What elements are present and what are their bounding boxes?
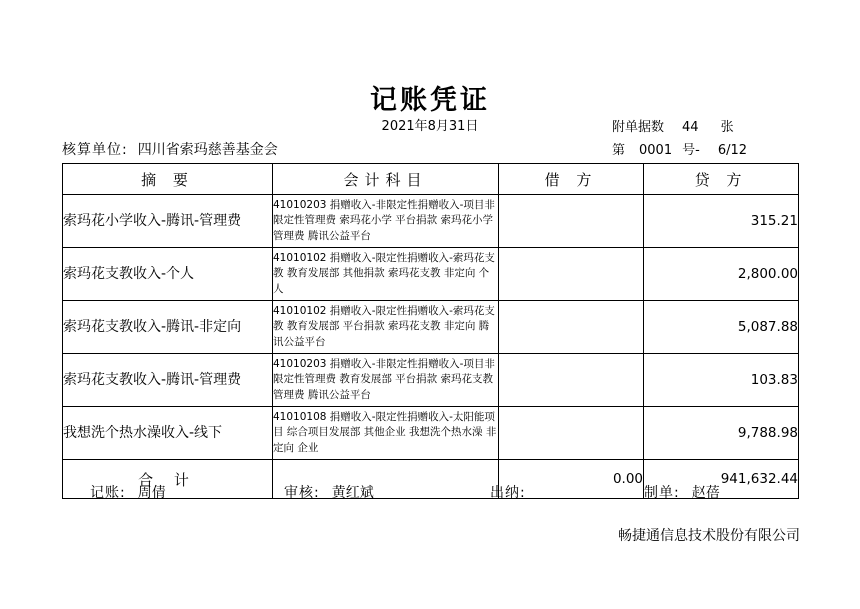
bookkeeper-value: 周倩 [137,485,166,501]
signature-maker [644,482,720,502]
accounting-unit-label: 核算单位: [62,142,128,158]
table-row [63,354,799,407]
signature-auditor [284,482,374,502]
table-row [63,407,799,460]
table-row [63,195,799,248]
row-summary: 索玛花支教收入-腾讯-管理费 [63,354,273,407]
table-header-row [63,164,799,195]
row-debit [499,195,644,248]
accounting-unit-value: 四川省索玛慈善基金会 [137,142,278,158]
row-account: 41010102 捐赠收入-限定性捐赠收入-索玛花支教 教育发展部 其他捐款 索玛花支教 非定向 个人 [273,248,499,301]
row-account: 41010108 捐赠收入-限定性捐赠收入-太阳能项目 综合项目发展部 其他企业 我想洗个热水澡 非定向 企业 [273,407,499,460]
cashier-label: 出纳: [490,485,526,501]
maker-label: 制单: [644,485,680,501]
row-debit [499,301,644,354]
row-debit [499,354,644,407]
column-header-summary: 摘 要 [63,164,273,195]
attachment-value: 44 [682,120,699,135]
maker-value: 赵蓓 [691,485,720,501]
voucher-number-value: 0001 [639,143,673,158]
signature-cashier [490,482,538,502]
row-credit: 103.83 [644,354,799,407]
attachment-count [612,116,734,135]
attachment-unit: 张 [720,120,734,135]
auditor-label: 审核: [284,485,320,501]
company-footer: 畅捷通信息技术股份有限公司 [618,528,800,544]
row-summary: 索玛花支教收入-个人 [63,248,273,301]
row-debit [499,407,644,460]
row-account: 41010203 捐赠收入-非限定性捐赠收入-项目非限定性管理费 索玛花小学 平台捐款 索玛花小学 管理费 腾讯公益平台 [273,195,499,248]
row-credit: 5,087.88 [644,301,799,354]
total-credit: 941,632.44 [644,460,799,499]
row-summary: 我想洗个热水澡收入-线下 [63,407,273,460]
column-header-debit: 借 方 [499,164,644,195]
row-summary: 索玛花支教收入-腾讯-非定向 [63,301,273,354]
voucher-number [612,139,747,158]
total-debit: 0.00 [499,460,644,499]
row-debit [499,248,644,301]
row-credit: 315.21 [644,195,799,248]
voucher-table [62,163,799,499]
attachment-label: 附单据数 [612,120,665,135]
voucher-page-value: 6/12 [717,143,748,158]
auditor-value: 黄红斌 [331,485,374,501]
voucher-number-suffix: 号- [682,143,700,158]
page-title: 记账凭证 [370,85,490,116]
table-row [63,301,799,354]
column-header-account: 会计科目 [273,164,499,195]
signature-bookkeeper [90,482,166,502]
bookkeeper-label: 记账: [90,485,126,501]
table-row [63,248,799,301]
voucher-number-prefix: 第 [612,143,626,158]
row-account: 41010102 捐赠收入-限定性捐赠收入-索玛花支教 教育发展部 平台捐款 索玛花支教 非定向 腾讯公益平台 [273,301,499,354]
accounting-unit [62,139,278,159]
row-account: 41010203 捐赠收入-非限定性捐赠收入-项目非限定性管理费 教育发展部 平台捐款 索玛花支教 管理费 腾讯公益平台 [273,354,499,407]
voucher-date: 2021年8月31日 [381,119,479,134]
row-credit: 2,800.00 [644,248,799,301]
row-summary: 索玛花小学收入-腾讯-管理费 [63,195,273,248]
row-credit: 9,788.98 [644,407,799,460]
column-header-credit: 贷 方 [644,164,799,195]
total-label: 合 计 [63,460,273,499]
